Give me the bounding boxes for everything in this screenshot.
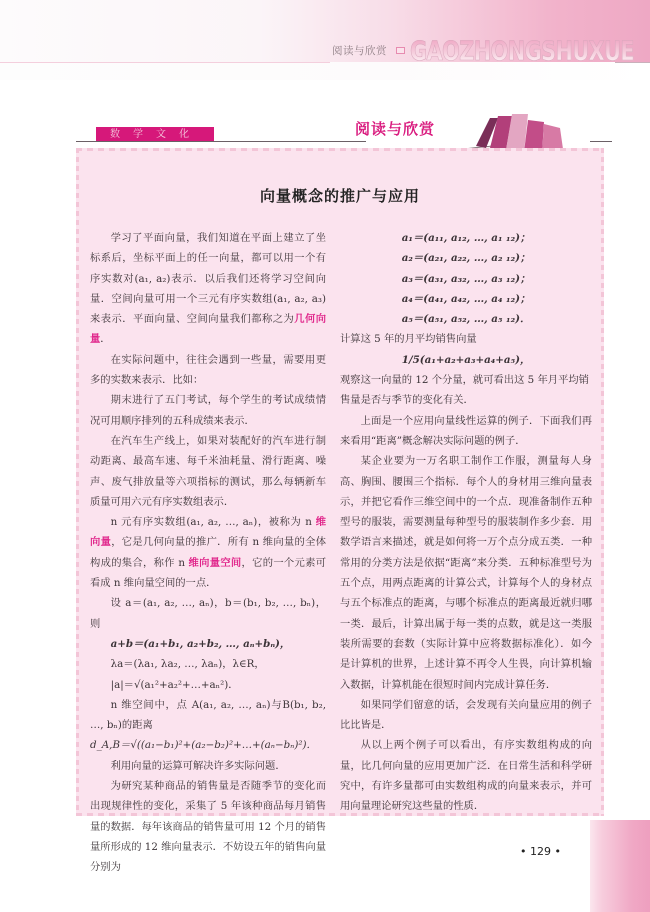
formula-vector-a3: a₃＝(a₃₁, a₃₂, …, a₃ ₁₂)； <box>401 272 531 285</box>
running-header-section: 阅读与欣赏 <box>332 45 387 57</box>
paragraph: 计算这 5 年的月平均销售向量 <box>340 333 477 346</box>
panel-dashed-border-left <box>76 148 79 816</box>
formula-vector-a4: a₄＝(a₄₁, a₄₂, …, a₄ ₁₂)； <box>401 292 531 305</box>
header-rule-right <box>590 141 612 142</box>
formula-norm: |a|＝√(a₁²+a₂²+…+aₙ²)． <box>110 678 239 691</box>
paragraph: 期末进行了五门考试，每个学生的考试成绩情况可用顺序排列的五科成绩来表示． <box>90 394 326 427</box>
article-right-column <box>340 228 592 817</box>
term-n-dim-vector: 维向量 <box>90 516 326 549</box>
formula-average: 1/5(a₁+a₂+a₃+a₄+a₅)， <box>401 353 531 366</box>
panel-dashed-border-top <box>76 148 604 151</box>
page-edge-decor <box>590 820 650 912</box>
paragraph: 在实际问题中，往往会遇到一些量，需要用更多的实数来表示．比如： <box>90 353 326 387</box>
paragraph: 某企业要为一万名职工制作工作服，测量每人身高、胸围、腰围三个指标．每个人的身材用三维向量表示，并把它看作三维空间中的一个点．现准备制作五种型号的服装，需要测量每种型号的服装制作多少套．用数学语言来描述，就是如何将一万个点分成五类．一种常用的分类方法是依据“距离”来分类．五种标准型号为五个点，用两点距离的计算公式，计算每个人的身材点与五个标准点的距离，与哪个标准点的距离最近就归哪一类．最后，计算出属于每一类的点数，就是这一类服装所需要的套数（实际计算中应将数据标准化）．如今是计算机的世界，上述计算不再令人生畏，向计算机输入数据，计算机能在很短时间内完成计算任务． <box>340 455 592 691</box>
formula-vector-a2: a₂＝(a₂₁, a₂₂, …, a₂ ₁₂)； <box>401 252 531 265</box>
section-tab: 数学文化 <box>96 127 214 142</box>
article-title: 向量概念的推广与应用 <box>259 187 420 205</box>
paragraph: 为研究某种商品的销售量是否随季节的变化而出现规律性的变化，采集了 5 年该种商品每月销售量的数据．每年该商品的销售量可用 12 个月的销售量所形成的 12 维向量表示．不妨设五年的销售向量分别为 <box>90 780 326 874</box>
feature-label: 阅读与欣赏 <box>355 120 436 138</box>
article-left-column <box>90 228 326 878</box>
formula-sum: a+b＝(a₁+b₁, a₂+b₂, …, aₙ+bₙ)， <box>110 637 291 650</box>
header-rule-left <box>76 141 366 142</box>
running-header-brand: GAOZHONGSHUXUE <box>410 36 634 67</box>
term-n-dim-vector-space: 维向量空间 <box>188 556 242 569</box>
paragraph: 利用向量的运算可解决许多实际问题． <box>110 759 286 772</box>
panel-dashed-border-right <box>601 148 604 816</box>
formula-distance: d_A,B＝√((a₁−b₁)²+(a₂−b₂)²+…+(aₙ−bₙ)²)． <box>90 739 317 752</box>
top-rule-left <box>0 62 330 63</box>
page-number: • 129 • <box>520 845 561 858</box>
paragraph: 观察这一向量的 12 个分量，就可看出这 5 年月平均销售量是否与季节的变化有关． <box>340 374 589 407</box>
running-header-square-icon <box>396 47 405 54</box>
paragraph: n 维空间中，点 A(a₁, a₂, …, aₙ)与B(b₁, b₂, …, bₙ)的距离 <box>90 698 326 732</box>
term-geometric-vector: 几何向量 <box>90 313 327 346</box>
formula-vector-a1: a₁＝(a₁₁, a₁₂, …, a₁ ₁₂)； <box>401 232 531 244</box>
paragraph: 在汽车生产线上，如果对装配好的汽车进行制动距离、最高车速、每千米油耗量、滑行距离、噪声、废气排放量等六项指标的测试，那么每辆新车质量可用六元有序实数组表示． <box>90 434 326 508</box>
paragraph: 从以上两个例子可以看出，有序实数组构成的向量，比几何向量的应用更加广泛．在日常生活和科学研究中，有许多量都可由实数组构成的向量来表示，并可用向量理论研究这些量的性质． <box>340 739 592 813</box>
formula-scalar: λa＝(λa₁, λa₂, …, λaₙ)，λ∈R， <box>110 658 265 671</box>
paragraph: 如果同学们留意的话，会发现有关向量应用的例子比比皆是． <box>340 698 592 732</box>
paragraph: 设 a＝(a₁, a₂, …, aₙ)，b＝(b₁, b₂, …, bₙ)，则 <box>90 597 326 630</box>
paragraph: 上面是一个应用向量线性运算的例子．下面我们再来看用“距离”概念解决实际问题的例子． <box>340 414 592 447</box>
formula-vector-a5: a₅＝(a₅₁, a₅₂, …, a₅ ₁₂)． <box>401 313 531 326</box>
paragraph-intro: 学习了平面向量，我们知道在平面上建立了坐标系后，坐标平面上的任一向量，都可以用一个有序实数对(a₁, a₂)表示．以后我们还将学习空间向量．空间向量可用一个三元有序实数组(a₁, a₂, a₃)来表示．平面向量、空间向量我们都称之为几何向量． <box>90 232 327 346</box>
paragraph-definition: n 元有序实数组(a₁, a₂, …, aₙ)，被称为 n 维向量，它是几何向量的推广．所有 n 维向量的全体构成的集合，称作 n 维向量空间，它的一个元素可看成 n 维向量空间的一点． <box>90 516 327 590</box>
